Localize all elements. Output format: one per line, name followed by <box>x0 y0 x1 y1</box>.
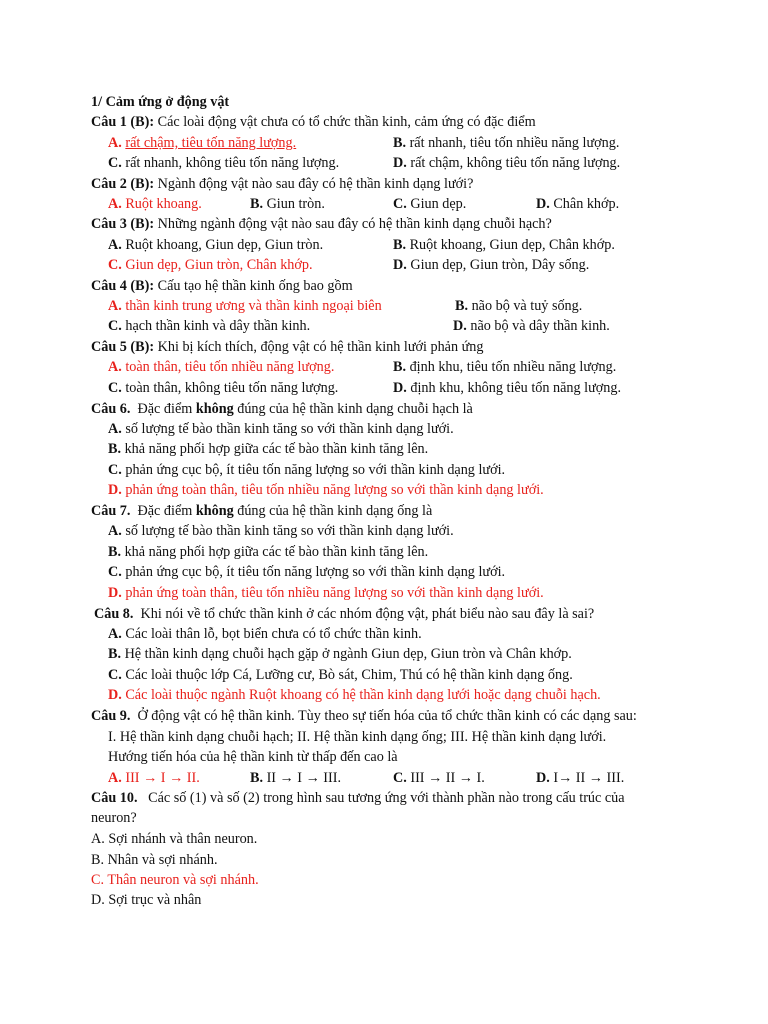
question-1: Câu 1 (B): Các loài động vật chưa có tổ chức thần kinh, cảm ứng có đặc điểm <box>91 114 536 130</box>
q8-option-a: A. Các loài thân lỗ, bọt biển chưa có tổ chức thần kinh. <box>108 626 422 642</box>
q5-option-d: D. định khu, không tiêu tốn năng lượng. <box>393 380 621 396</box>
q9-option-d: D. I→ II → III. <box>536 770 625 786</box>
q4-option-a: A. thần kinh trung ương và thần kinh ngoại biên <box>108 298 382 314</box>
q3-option-b: B. Ruột khoang, Giun dẹp, Chân khớp. <box>393 237 615 253</box>
q10-option-a: A. Sợi nhánh và thân neuron. <box>91 831 258 847</box>
question-2: Câu 2 (B): Ngành động vật nào sau đây có hệ thần kinh dạng lưới? <box>91 176 474 192</box>
q7-option-a: A. số lượng tế bào thần kinh tăng so với thần kinh dạng lưới. <box>108 523 454 539</box>
q4-option-d: D. não bộ và dây thần kinh. <box>453 318 610 334</box>
q3-option-c: C. Giun dẹp, Giun tròn, Chân khớp. <box>108 257 313 273</box>
q1-option-c: C. rất nhanh, không tiêu tốn năng lượng. <box>108 155 340 171</box>
q9-prompt-line: Hướng tiến hóa của hệ thần kinh từ thấp đến cao là <box>108 749 398 765</box>
question-5: Câu 5 (B): Khi bị kích thích, động vật có hệ thần kinh lưới phản ứng <box>91 339 484 355</box>
question-4: Câu 4 (B): Cấu tạo hệ thần kinh ống bao gồm <box>91 278 353 294</box>
q8-option-c: C. Các loài thuộc lớp Cá, Lưỡng cư, Bò sát, Chim, Thú có hệ thần kinh dạng ống. <box>108 667 573 683</box>
q2-option-d: D. Chân khớp. <box>536 196 620 212</box>
q4-option-b: B. não bộ và tuỷ sống. <box>455 298 583 314</box>
question-9: Câu 9. Ở động vật có hệ thần kinh. Tùy theo sự tiến hóa của tổ chức thần kinh có các dạng sau: <box>91 708 637 724</box>
q6-option-c: C. phản ứng cục bộ, ít tiêu tốn năng lượng so với thần kinh dạng lưới. <box>108 462 506 478</box>
q6-option-a: A. số lượng tế bào thần kinh tăng so với thần kinh dạng lưới. <box>108 421 454 437</box>
q7-option-d: D. phản ứng toàn thân, tiêu tốn nhiều năng lượng so với thần kinh dạng lưới. <box>108 585 544 601</box>
q9-option-b: B. II → I → III. <box>250 770 342 786</box>
section-title: 1/ Cảm ứng ở động vật <box>91 94 230 110</box>
q7-option-c: C. phản ứng cục bộ, ít tiêu tốn năng lượng so với thần kinh dạng lưới. <box>108 564 506 580</box>
q5-option-b: B. định khu, tiêu tốn nhiều năng lượng. <box>393 359 617 375</box>
q10-option-b: B. Nhân và sợi nhánh. <box>91 852 218 868</box>
q2-option-a: A. Ruột khoang. <box>108 196 202 212</box>
q1-option-b: B. rất nhanh, tiêu tốn nhiều năng lượng. <box>393 135 620 151</box>
q8-option-b: B. Hệ thần kinh dạng chuỗi hạch gặp ở ngành Giun dẹp, Giun tròn và Chân khớp. <box>108 646 572 662</box>
q6-option-b: B. khả năng phối hợp giữa các tế bào thần kinh tăng lên. <box>108 441 429 457</box>
question-6: Câu 6. Đặc điểm không đúng của hệ thần kinh dạng chuỗi hạch là <box>91 401 473 417</box>
q3-option-a: A. Ruột khoang, Giun dẹp, Giun tròn. <box>108 237 324 253</box>
q4-option-c: C. hạch thần kinh và dây thần kinh. <box>108 318 311 334</box>
q7-option-b: B. khả năng phối hợp giữa các tế bào thần kinh tăng lên. <box>108 544 429 560</box>
q8-option-d: D. Các loài thuộc ngành Ruột khoang có hệ thần kinh dạng lưới hoặc dạng chuỗi hạch. <box>108 687 601 703</box>
q2-option-b: B. Giun tròn. <box>250 196 325 212</box>
q9-option-a: A. III → I → II. <box>108 770 200 786</box>
q10-option-c: C. Thân neuron và sợi nhánh. <box>91 872 259 888</box>
q5-option-a: A. toàn thân, tiêu tốn nhiều năng lượng. <box>108 359 335 375</box>
question-8: Câu 8. Khi nói về tổ chức thần kinh ở các nhóm động vật, phát biểu nào sau đây là sai? <box>94 606 595 622</box>
question-10: Câu 10. Các số (1) và số (2) trong hình sau tương ứng với thành phần nào trong cấu trúc của <box>91 790 625 806</box>
question-3: Câu 3 (B): Những ngành động vật nào sau đây có hệ thần kinh dạng chuỗi hạch? <box>91 216 552 232</box>
q1-option-a: A. rất chậm, tiêu tốn năng lượng. <box>108 135 297 151</box>
question-10-continuation: neuron? <box>91 810 137 826</box>
q5-option-c: C. toàn thân, không tiêu tốn năng lượng. <box>108 380 339 396</box>
q10-option-d: D. Sợi trục và nhân <box>91 892 202 908</box>
q6-option-d: D. phản ứng toàn thân, tiêu tốn nhiều năng lượng so với thần kinh dạng lưới. <box>108 482 544 498</box>
q1-option-d: D. rất chậm, không tiêu tốn năng lượng. <box>393 155 621 171</box>
q2-option-c: C. Giun dẹp. <box>393 196 467 212</box>
question-7: Câu 7. Đặc điểm không đúng của hệ thần kinh dạng ống là <box>91 503 433 519</box>
q9-statement-line: I. Hệ thần kinh dạng chuỗi hạch; II. Hệ thần kinh dạng ống; III. Hệ thần kinh dạng lưới. <box>108 729 607 745</box>
q3-option-d: D. Giun dẹp, Giun tròn, Dây sống. <box>393 257 590 273</box>
q9-option-c: C. III → II → I. <box>393 770 485 786</box>
